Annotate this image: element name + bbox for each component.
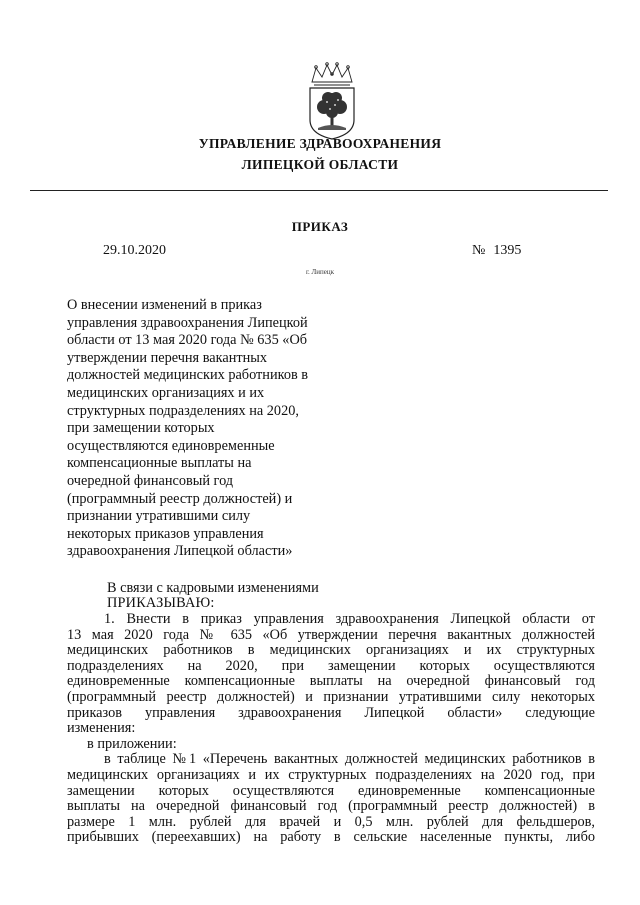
subject-line: здравоохранения Липецкой области» xyxy=(67,543,293,560)
body-line: размере 1 млн. рублей для врачей и 0,5 млн. рублей для фельдшеров, xyxy=(67,813,595,830)
subject-line: структурных подразделениях на 2020, xyxy=(67,402,299,419)
body-line: прибывших (переехавших) на работу в сельские населенные пункты, либо xyxy=(67,829,595,846)
order-subject xyxy=(67,297,347,561)
subject-line: при замещении которых xyxy=(67,420,215,437)
body-line: приказов управления здравоохранения Липецкой области» следующие xyxy=(67,704,595,721)
body-line: выплаты на очередной финансовый год (программный реестр должностей) в xyxy=(67,798,595,815)
body-line: медицинских организациях и их структурных подразделениях на 2020 год, при xyxy=(67,766,595,783)
subject-line: признании утратившими силу xyxy=(67,508,251,525)
lipetsk-coat-of-arms-icon xyxy=(302,62,362,140)
body-line: в приложении: xyxy=(87,735,177,752)
organization-name-line2: ЛИПЕЦКОЙ ОБЛАСТИ xyxy=(241,157,399,172)
order-number xyxy=(472,243,521,259)
order-body xyxy=(67,612,595,846)
order-directive: ПРИКАЗЫВАЮ: xyxy=(107,595,215,611)
body-line: в таблице №1 «Перечень вакантных должностей медицинских работников в xyxy=(104,751,595,768)
body-line: замещении которых осуществляются единовременные компенсационные xyxy=(67,782,595,799)
subject-line: области от 13 мая 2020 года № 635 «Об xyxy=(67,332,308,349)
organization-name-line1: УПРАВЛЕНИЕ ЗДРАВООХРАНЕНИЯ xyxy=(198,136,442,151)
body-line: изменения: xyxy=(67,720,136,737)
basis-text: В связи с кадровыми изменениями xyxy=(107,580,319,596)
body-line: 13 мая 2020 года № 635 «Об утверждении перечня вакантных должностей xyxy=(67,626,595,643)
subject-line: утверждении перечня вакантных xyxy=(67,349,267,366)
subject-line: очередной финансовый год xyxy=(67,472,234,489)
body-line: 1. Внести в приказ управления здравоохранения Липецкой области от xyxy=(104,611,595,627)
body-line: (программный реестр должностей) и признании утратившими силу некоторых xyxy=(67,688,595,705)
subject-line: управления здравоохранения Липецкой xyxy=(67,314,308,331)
number-value: 1395 xyxy=(493,243,522,258)
body-line: единовременные компенсационные выплаты на очередной финансовый год xyxy=(67,673,595,690)
number-sign: № xyxy=(472,243,486,258)
order-date: 29.10.2020 xyxy=(103,243,166,258)
subject-line: должностей медицинских работников в xyxy=(67,367,309,384)
subject-line: осуществляются единовременные xyxy=(67,437,275,454)
subject-line: компенсационные выплаты на xyxy=(67,455,252,472)
body-line: медицинских работников в медицинских организациях и их структурных xyxy=(67,642,595,659)
header-divider xyxy=(30,190,608,191)
body-line: подразделениях на 2020, при замещении которых осуществляются xyxy=(67,657,595,674)
document-type: ПРИКАЗ xyxy=(291,219,349,234)
subject-line: медицинских организациях и их xyxy=(67,384,265,401)
city: г. Липецк xyxy=(305,268,335,276)
subject-line: некоторых приказов управления xyxy=(67,525,264,542)
subject-line: О внесении изменений в приказ xyxy=(67,297,262,313)
subject-line: (программный реестр должностей) и xyxy=(67,490,293,507)
